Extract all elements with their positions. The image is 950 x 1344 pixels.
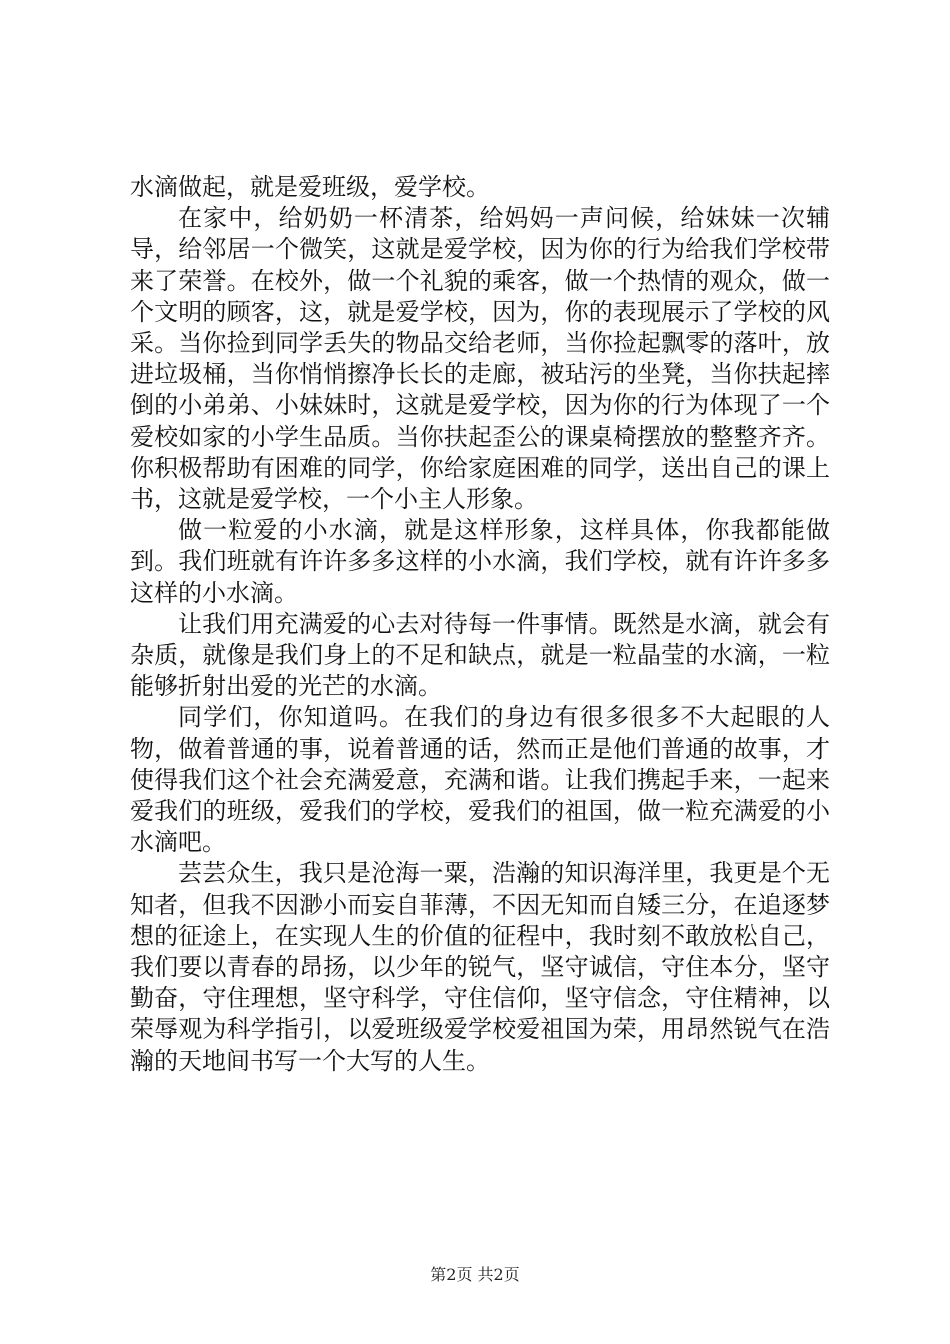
paragraph-4: 让我们用充满爱的心去对待每一件事情。既然是水滴，就会有杂质，就像是我们身上的不足和缺点，就是一粒晶莹的水滴，一粒能够折射出爱的光芒的水滴。 bbox=[130, 609, 830, 701]
body-text bbox=[130, 172, 830, 1077]
page-footer: 第2页 共2页 bbox=[430, 1265, 520, 1284]
paragraph-2: 在家中，给奶奶一杯清茶，给妈妈一声问候，给妹妹一次辅导，给邻居一个微笑，这就是爱学校，因为你的行为给我们学校带来了荣誉。在校外，做一个礼貌的乘客，做一个热情的观众，做一个文明的顾客，这，就是爱学校，因为，你的表现展示了学校的风采。当你捡到同学丢失的物品交给老师，当你捡起飘零的落叶，放进垃圾桶，当你悄悄擦净长长的走廊，被玷污的坐凳，当你扶起摔倒的小弟弟、小妹妹时，这就是爱学校，因为你的行为体现了一个爱校如家的小学生品质。当你扶起歪公的课桌椅摆放的整整齐齐。你积极帮助有困难的同学，你给家庭困难的同学，送出自己的课上书，这就是爱学校，一个小主人形象。 bbox=[130, 204, 830, 514]
paragraph-5: 同学们，你知道吗。在我们的身边有很多很多不大起眼的人物，做着普通的事，说着普通的话，然而正是他们普通的故事，才使得我们这个社会充满爱意，充满和谐。让我们携起手来，一起来爱我们的班级，爱我们的学校，爱我们的祖国，做一粒充满爱的小水滴吧。 bbox=[130, 703, 830, 857]
paragraph-6: 芸芸众生，我只是沧海一粟，浩瀚的知识海洋里，我更是个无知者，但我不因渺小而妄自菲薄，不因无知而自矮三分，在追逐梦想的征途上，在实现人生的价值的征程中，我时刻不敢放松自己，我们要以青春的昂扬，以少年的锐气，坚守诚信，守住本分，坚守勤奋，守住理想，坚守科学，守住信仰，坚守信念，守住精神，以荣辱观为科学指引，以爱班级爱学校爱祖国为荣，用昂然锐气在浩瀚的天地间书写一个大写的人生。 bbox=[130, 859, 830, 1075]
paragraph-3: 做一粒爱的小水滴，就是这样形象，这样具体，你我都能做到。我们班就有许许多多这样的小水滴，我们学校，就有许许多多这样的小水滴。 bbox=[130, 516, 830, 607]
paragraph-1: 水滴做起，就是爱班级，爱学校。 bbox=[130, 173, 490, 201]
